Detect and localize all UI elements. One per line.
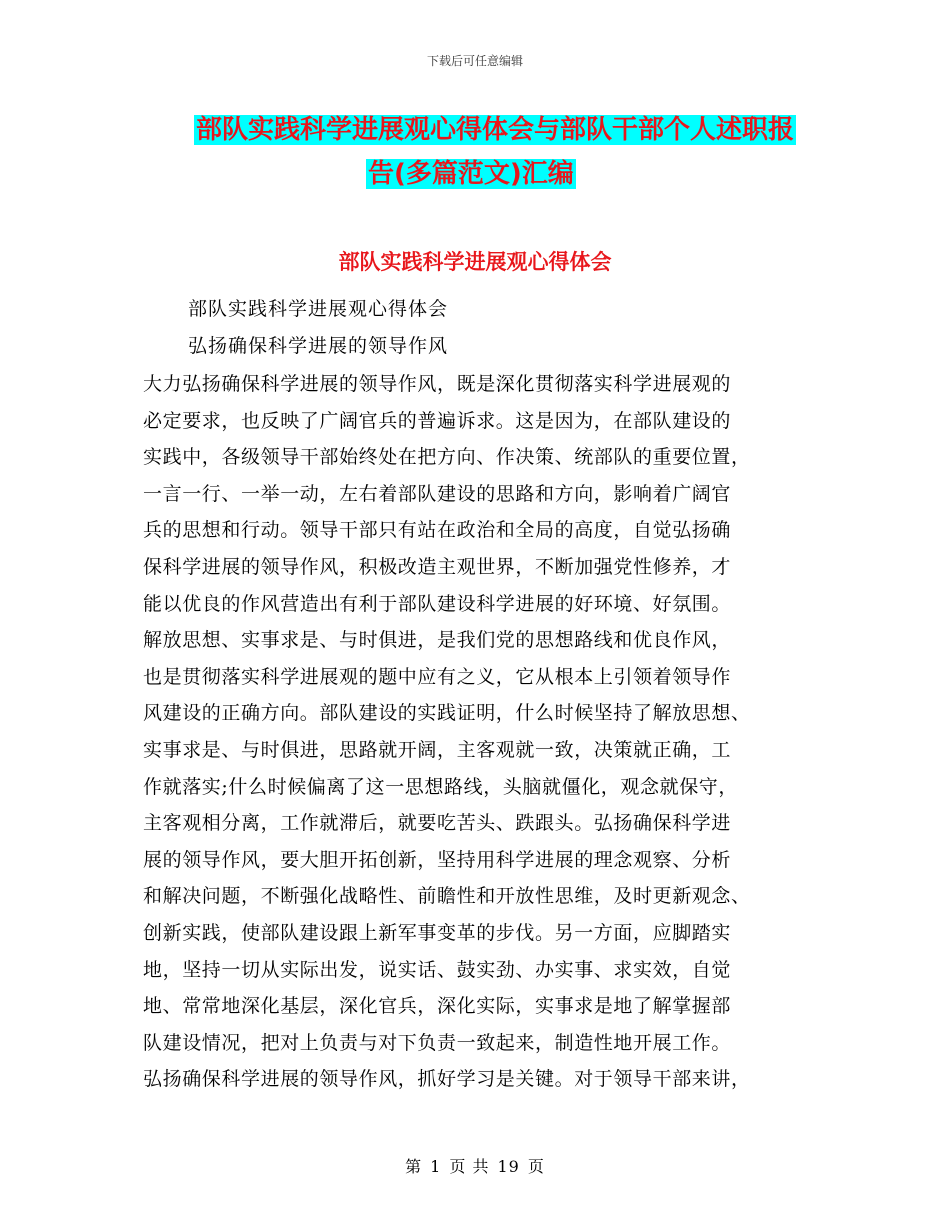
body-line: 展的领导作风，要大胆开拓创新，坚持用科学进展的理念观察、分析 [143, 848, 732, 871]
main-title-line-2 [366, 154, 950, 194]
body-line: 必定要求，也反映了广阔官兵的普遍诉求。这是因为，在部队建设的 [143, 409, 732, 432]
body-line: 也是贯彻落实科学进展观的题中应有之义，它从根本上引领着领导作 [143, 665, 732, 688]
body-line: 作就落实;什么时候偏离了这一思想路线，头脑就僵化，观念就保守， [143, 775, 739, 798]
header-note: 下载后可任意编辑 [426, 54, 523, 68]
page-footer [0, 1154, 950, 1177]
main-title-text-2: 告(多篇范文)汇编 [368, 159, 574, 189]
body-line: 一言一行、一举一动，左右着部队建设的思路和方向，影响着广阔官 [143, 482, 732, 505]
body-line: 实践中，各级领导干部始终处在把方向、作决策、统部队的重要位置， [143, 446, 751, 469]
body-line: 兵的思想和行动。领导干部只有站在政治和全局的高度，自觉弘扬确 [143, 519, 732, 542]
body-line: 队建设情况，把对上负责与对下负责一致起来，制造性地开展工作。 [143, 1031, 732, 1054]
body-line: 地、常常地深化基层，深化官兵，深化实际，实事求是地了解掌握部 [143, 995, 732, 1018]
body-line: 创新实践，使部队建设跟上新军事变革的步伐。另一方面，应脚踏实 [143, 921, 732, 944]
footer-total-pages: 19 [497, 1157, 520, 1176]
body-line: 主客观相分离，工作就滞后，就要吃苦头、跌跟头。弘扬确保科学进 [143, 812, 732, 835]
main-title-text-1: 部队实践科学进展观心得体会与部队干部个人述职报 [196, 115, 795, 145]
footer-suffix: 页 [527, 1157, 545, 1176]
sub-heading-1: 部队实践科学进展观心得体会 [188, 298, 449, 320]
sub-heading-2: 弘扬确保科学进展的领导作风 [188, 335, 449, 357]
main-title-line-1 [194, 110, 812, 150]
footer-middle: 页 共 [449, 1157, 490, 1176]
body-line: 解放思想、实事求是、与时俱进，是我们党的思想路线和优良作风， [143, 629, 732, 652]
body-line: 地，坚持一切从实际出发，说实话、鼓实劲、办实事、求实效，自觉 [143, 958, 732, 981]
body-line: 保科学进展的领导作风，积极改造主观世界，不断加强党性修养，才 [143, 555, 732, 578]
section-title: 部队实践科学进展观心得体会 [338, 250, 612, 274]
body-line: 和解决问题，不断强化战略性、前瞻性和开放性思维，及时更新观念、 [143, 885, 751, 908]
body-line: 弘扬确保科学进展的领导作风，抓好学习是关键。对于领导干部来讲， [143, 1068, 751, 1091]
body-line: 实事求是、与时俱进，思路就开阔，主客观就一致，决策就正确，工 [143, 738, 732, 761]
footer-page-number: 1 [430, 1157, 442, 1176]
body-line: 能以优良的作风营造出有利于部队建设科学进展的好环境、好氛围。 [143, 592, 732, 615]
footer-prefix: 第 [405, 1157, 423, 1176]
body-line: 大力弘扬确保科学进展的领导作风，既是深化贯彻落实科学进展观的 [143, 373, 732, 395]
body-paragraph [143, 366, 823, 1098]
body-line: 风建设的正确方向。部队建设的实践证明，什么时候坚持了解放思想、 [143, 702, 751, 725]
